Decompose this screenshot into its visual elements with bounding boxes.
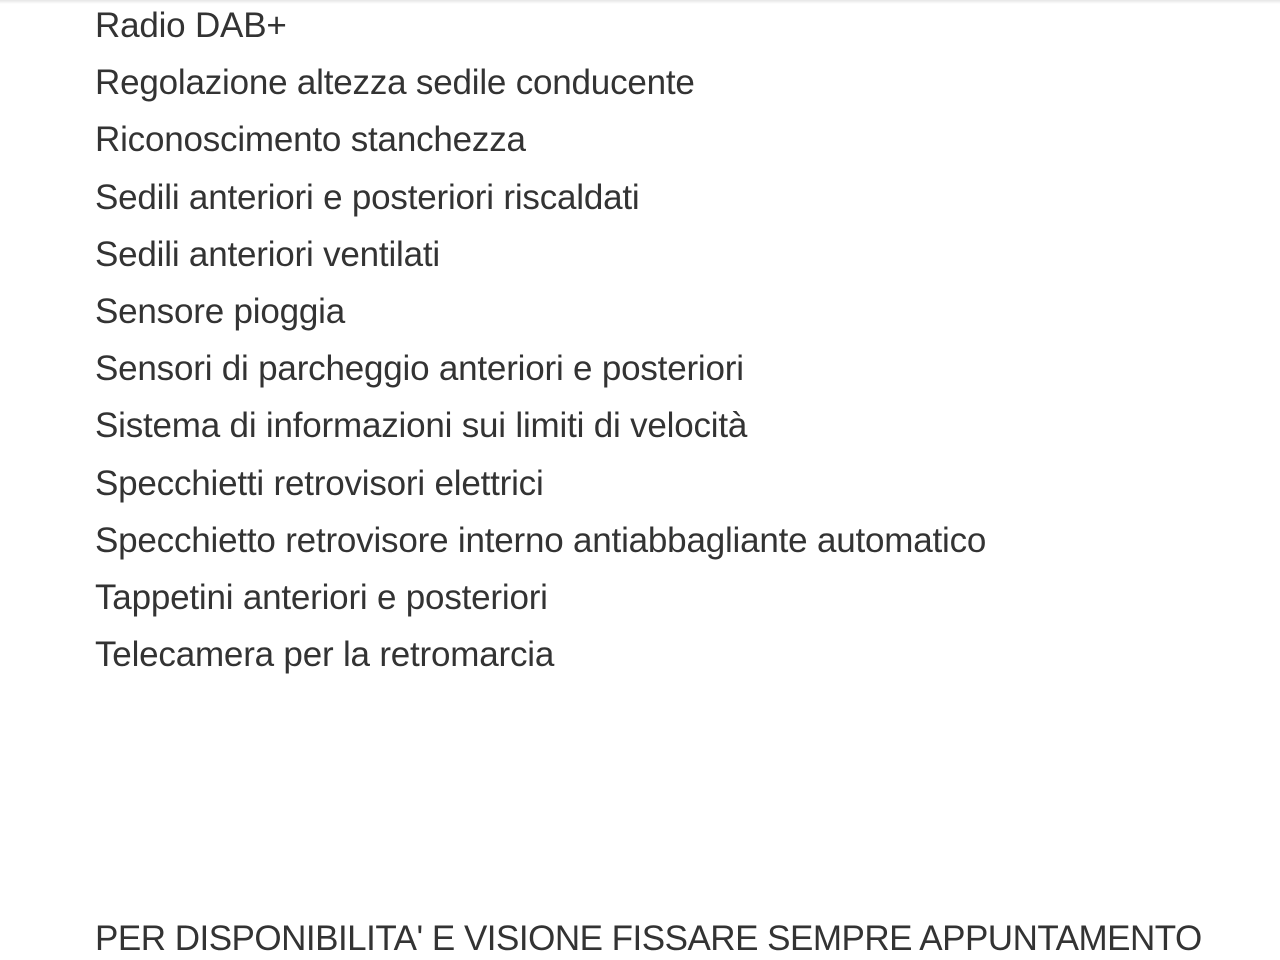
list-item: Sedili anteriori e posteriori riscaldati — [95, 177, 640, 217]
list-item: Sistema di informazioni sui limiti di velocità — [95, 406, 748, 446]
appointment-notice: PER DISPONIBILITA' E VISIONE FISSARE SEMPRE APPUNTAMENTO — [95, 919, 1202, 958]
list-item: Telecamera per la retromarcia — [95, 635, 555, 675]
list-item: Tappetini anteriori e posteriori — [95, 577, 548, 617]
equipment-list — [95, 0, 986, 686]
list-item: Specchietto retrovisore interno antiabbagliante automatico — [95, 520, 987, 560]
list-item: Specchietti retrovisori elettrici — [95, 463, 544, 503]
list-item: Riconoscimento stanchezza — [95, 120, 526, 160]
list-item: Radio DAB+ — [95, 6, 287, 45]
list-item: Regolazione altezza sedile conducente — [95, 63, 695, 103]
list-item: Sensori di parcheggio anteriori e posteriori — [95, 349, 744, 389]
list-item: Sedili anteriori ventilati — [95, 234, 440, 274]
list-item: Sensore pioggia — [95, 291, 345, 331]
